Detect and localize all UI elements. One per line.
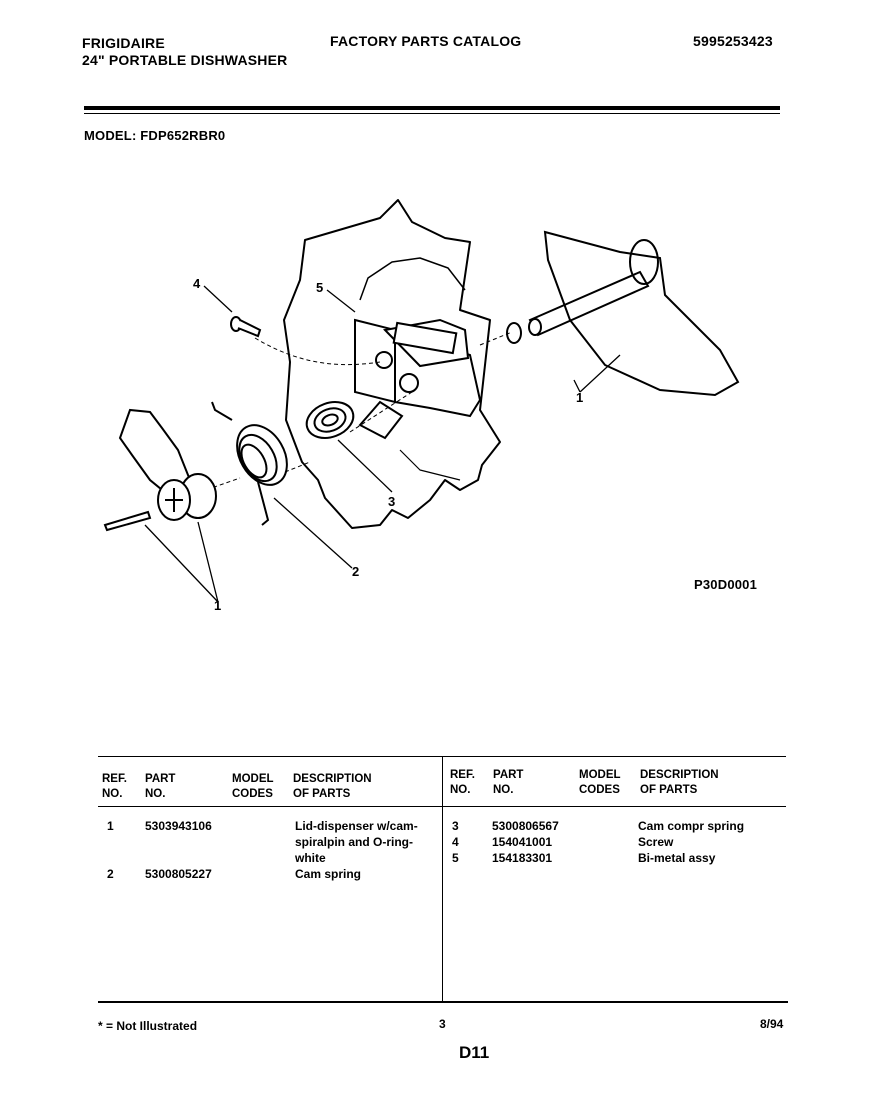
left-row-1-part: 5303943106 xyxy=(145,819,212,833)
left-row-2-part: 5300805227 xyxy=(145,867,212,881)
callout-5: 5 xyxy=(316,280,324,295)
footnote: * = Not Illustrated xyxy=(98,1019,198,1033)
right-row-3-ref: 5 xyxy=(452,851,459,865)
callout-4: 4 xyxy=(193,276,201,291)
header-rule-thin xyxy=(84,113,780,114)
table-divider xyxy=(442,757,443,1001)
header-rule-thick xyxy=(84,106,780,110)
right-row-2-desc: Screw xyxy=(638,835,674,849)
screw xyxy=(231,317,260,336)
right-row-2-ref: 4 xyxy=(452,835,459,849)
table-bottom-rule xyxy=(98,1001,788,1003)
bi-metal-assembly xyxy=(355,320,480,438)
left-row-2-ref: 2 xyxy=(107,867,114,881)
page-number: 3 xyxy=(439,1017,446,1031)
section-code: D11 xyxy=(459,1043,490,1062)
left-row-2-desc: Cam spring xyxy=(295,867,362,881)
cam xyxy=(105,410,216,530)
right-header-part: PART NO. xyxy=(493,769,524,796)
right-row-1-desc: Cam compr spring xyxy=(638,819,745,833)
brand-name: FRIGIDAIRE xyxy=(82,35,165,51)
right-header-model: MODEL CODES xyxy=(579,769,621,796)
right-row-3-part: 154183301 xyxy=(492,851,553,865)
right-row-2-part: 154041001 xyxy=(492,835,553,849)
left-row-1-desc: Lid-dispenser w/cam- spiralpin and O-ring- white xyxy=(295,819,418,865)
product-name: 24" PORTABLE DISHWASHER xyxy=(82,52,288,68)
right-row-3-desc: Bi-metal assy xyxy=(638,851,716,865)
left-header-part: PART NO. xyxy=(145,773,176,800)
right-row-1-part: 5300806567 xyxy=(492,819,559,833)
shaft-and-o-ring xyxy=(507,232,738,395)
cam-compression-spring xyxy=(302,396,359,444)
callout-1-shaft: 1 xyxy=(576,390,584,405)
left-header-description: DESCRIPTION OF PARTS xyxy=(293,773,372,800)
revision-date: 8/94 xyxy=(760,1017,784,1031)
right-row-1-ref: 3 xyxy=(452,819,459,833)
callout-1-cam: 1 xyxy=(214,598,222,613)
right-header-description: DESCRIPTION OF PARTS xyxy=(640,769,719,796)
right-header-ref: REF. NO. xyxy=(450,769,475,796)
callout-2: 2 xyxy=(352,564,360,579)
drawing-id: P30D0001 xyxy=(694,577,758,592)
left-header-model: MODEL CODES xyxy=(232,773,274,800)
model-label: MODEL: FDP652RBR0 xyxy=(84,128,226,143)
left-row-1-ref: 1 xyxy=(107,819,114,833)
left-header-ref: REF. NO. xyxy=(102,773,127,800)
catalog-title: FACTORY PARTS CATALOG xyxy=(330,33,522,49)
catalog-number: 5995253423 xyxy=(693,33,773,49)
exploded-parts-diagram xyxy=(0,180,880,620)
callout-3: 3 xyxy=(388,494,396,509)
